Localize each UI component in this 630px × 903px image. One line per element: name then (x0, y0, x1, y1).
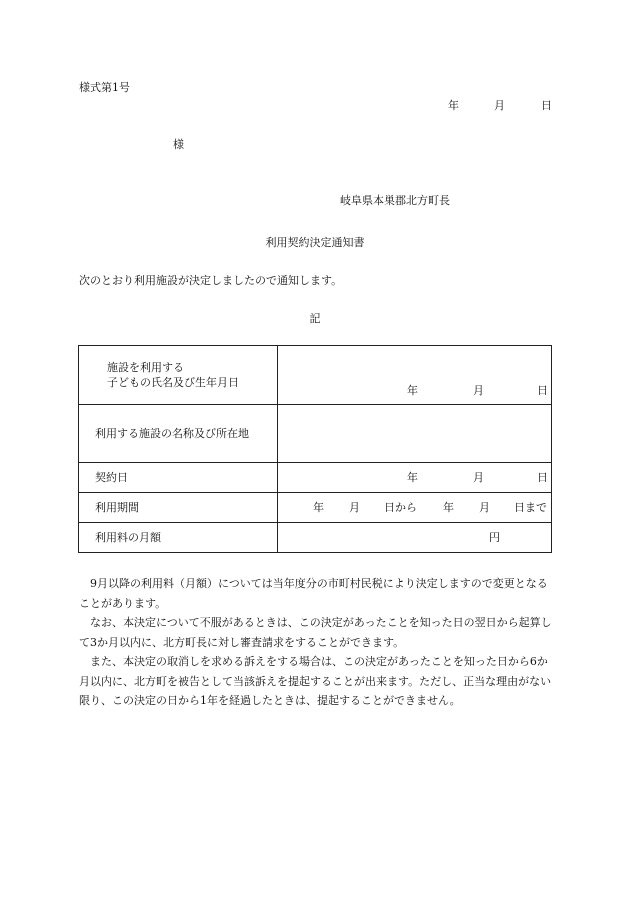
contract-label-cell (79, 463, 278, 493)
period-to-day: 日まで (514, 501, 547, 514)
fee-unit: 円 (489, 531, 500, 544)
addressee-suffix: 様 (173, 138, 184, 151)
child-month-label: 月 (473, 384, 484, 397)
table-row-period (79, 493, 552, 523)
table-row-fee (79, 523, 552, 553)
period-label-cell (79, 493, 278, 523)
period-label: 利用期間 (95, 501, 139, 514)
date-day-label: 日 (541, 99, 552, 112)
period-from-month: 月 (349, 501, 360, 514)
form-number: 様式第1号 (79, 81, 130, 94)
contract-year-label: 年 (407, 471, 418, 484)
facility-label: 利用する施設の名称及び所在地 (95, 427, 249, 440)
info-table (78, 345, 552, 553)
fee-value-cell (278, 523, 552, 553)
period-to-month: 月 (479, 501, 490, 514)
child-label-line1: 施設を利用する (107, 361, 184, 374)
ki-heading: 記 (309, 312, 321, 325)
note-paragraph: また、本決定の取消しを求める訴えをする場合は、この決定があったことを知った日から6か月以内に、北方町を被告として当該訴えを提起することが出来ます。ただし、正当な理由がない限り、この決定の日から1年を経過したときは、提起することができません。 (79, 655, 552, 707)
period-from-day: 日から (384, 501, 417, 514)
child-day-label: 日 (537, 384, 548, 397)
contract-month-label: 月 (473, 471, 484, 484)
table-row-facility (79, 405, 552, 463)
child-value-cell (278, 346, 552, 405)
facility-label-cell (79, 405, 278, 463)
notes-section (79, 574, 553, 711)
facility-value-cell (278, 405, 552, 463)
child-year-label: 年 (407, 384, 418, 397)
note-paragraph: 9月以降の利用料（月額）については当年度分の市町村民税により決定しますので変更となることがあります。 (79, 577, 548, 610)
date-month-label: 月 (494, 99, 505, 112)
note-paragraph: なお、本決定について不服があるときは、この決定があったことを知った日の翌日から起算して3か月以内に、北方町長に対し審査請求をすることができます。 (79, 616, 552, 649)
child-label-line2: 子どもの氏名及び生年月日 (107, 376, 239, 389)
period-value-cell (278, 493, 552, 523)
fee-label: 利用料の月額 (95, 531, 161, 544)
contract-day-label: 日 (537, 471, 548, 484)
child-label-cell (79, 346, 278, 405)
intro-text: 次のとおり利用施設が決定しましたので通知します。 (79, 274, 343, 287)
table-row-child (79, 346, 552, 405)
period-to-year: 年 (443, 501, 454, 514)
table-row-contract-date (79, 463, 552, 493)
fee-label-cell (79, 523, 278, 553)
contract-label: 契約日 (95, 471, 128, 484)
date-year-label: 年 (448, 99, 459, 112)
period-from-year: 年 (313, 501, 324, 514)
issuer-name: 岐阜県本巣郡北方町長 (340, 194, 450, 207)
document-title: 利用契約決定通知書 (265, 236, 365, 249)
contract-value-cell (278, 463, 552, 493)
